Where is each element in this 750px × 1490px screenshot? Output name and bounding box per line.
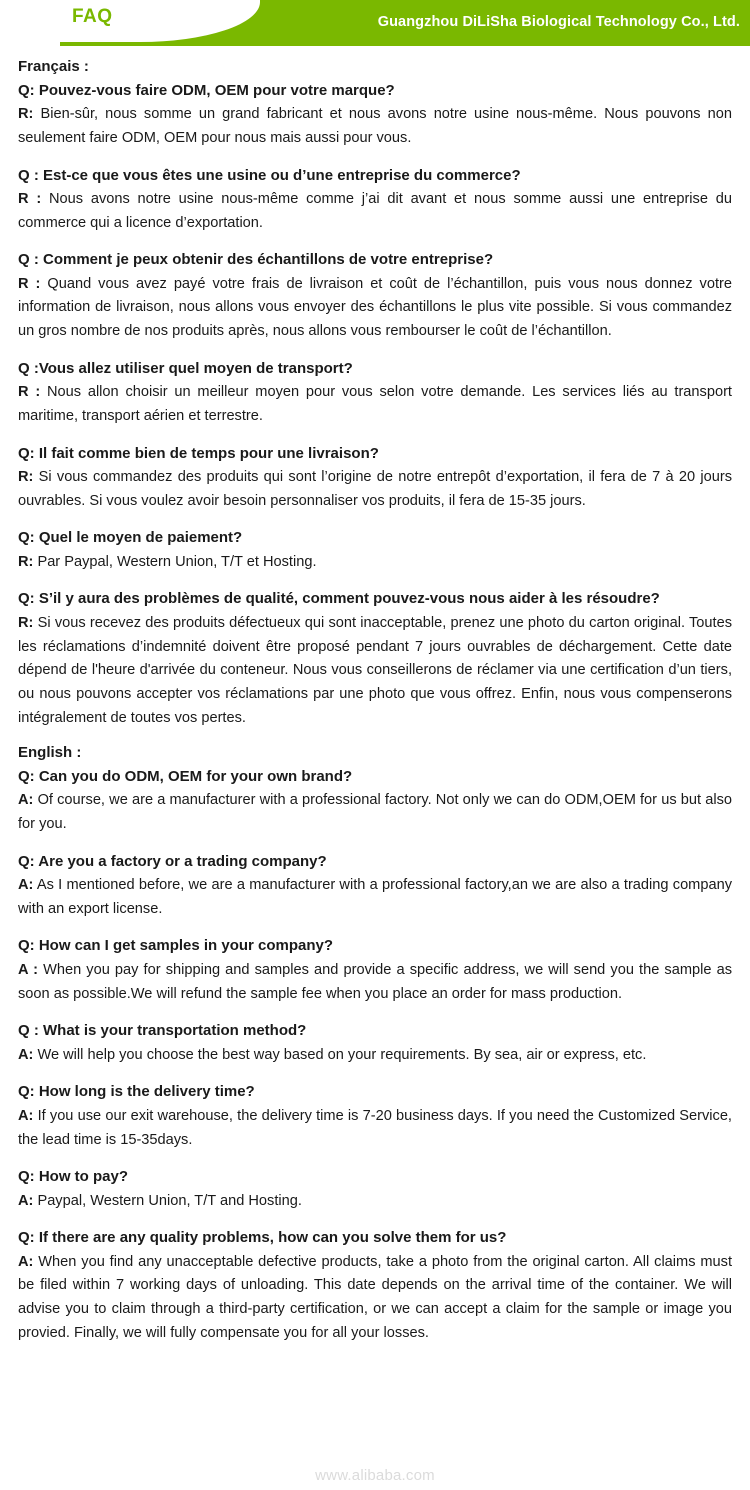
page-title: FAQ (72, 6, 113, 27)
faq-answer-prefix: A: (18, 1046, 34, 1063)
faq-question: Q : Est-ce que vous êtes une usine ou d’une entreprise du commerce? (18, 166, 521, 184)
faq-answer-prefix: A: (18, 792, 34, 809)
faq-answer (18, 103, 732, 150)
faq-answer (18, 1044, 732, 1068)
faq-answer-text: Par Paypal, Western Union, T/T et Hosting. (33, 553, 317, 570)
faq-answer-text: Si vous commandez des produits qui sont l’origine de notre entrepôt d’exportation, il fera de 7 à 20 jours ouvrables. Si vous voulez avoir besoin personnaliser vos produits, il fera de 15-35 jours. (18, 469, 732, 509)
faq-answer (18, 551, 732, 575)
faq-section-french (18, 56, 732, 730)
section-spacer (18, 730, 732, 742)
faq-question: Q: Quel le moyen de paiement? (18, 529, 243, 547)
faq-answer-text: Of course, we are a manufacturer with a professional factory. Not only we can do ODM,OEM for us but also for you. (18, 792, 732, 833)
faq-item (18, 1227, 732, 1345)
page-header (0, 0, 750, 46)
faq-answer (18, 273, 732, 344)
language-label-french: Français : (18, 58, 89, 75)
faq-item (18, 935, 732, 1006)
faq-answer-text: Quand vous avez payé votre frais de livraison et coût de l’échantillon, puis vous nous donnez votre information de livraison, nous allons vous envoyer des échantillons le plus vite possible. Si vous commandez un gros nombre de nos produits après, nous allons vous rembourser le coût de l’échantillon. (18, 275, 732, 340)
faq-item (18, 249, 732, 343)
faq-item (18, 588, 732, 730)
faq-question: Q: If there are any quality problems, how can you solve them for us? (18, 1229, 507, 1247)
faq-answer-prefix: R : (18, 275, 41, 292)
faq-question: Q : What is your transportation method? (18, 1022, 307, 1040)
company-name: Guangzhou DiLiSha Biological Technology Co., Ltd. (377, 14, 740, 30)
faq-question: Q : Comment je peux obtenir des échantillons de votre entreprise? (18, 251, 494, 269)
faq-question: Q: How to pay? (18, 1168, 128, 1186)
faq-answer-prefix: A: (18, 1253, 34, 1270)
faq-question: Q: Il fait comme bien de temps pour une livraison? (18, 444, 379, 462)
faq-item (18, 527, 732, 574)
faq-answer-prefix: R: (18, 106, 34, 123)
faq-question: Q: Pouvez-vous faire ODM, OEM pour votre marque? (18, 81, 395, 99)
faq-answer-text: Si vous recevez des produits défectueux qui sont inacceptable, prenez une photo du carton original. Toutes les réclamations d’indemnité doivent être proposé pendant 7 jours ouvrables de déchargement. Cette date dépend de l'heure d'arrivée du conteneur. Nous vous conseillerons de réclamer via une certification d’un tiers, ou nous pouvons accepter vos réclamations par une photo que vous offrez. Enfin, nous vous compenserons intégralement de toutes vos pertes. (18, 614, 732, 726)
faq-answer-text: If you use our exit warehouse, the delivery time is 7-20 business days. If you need the Customized Service, the lead time is 15-35days. (18, 1107, 732, 1148)
watermark: www.alibaba.com (315, 1467, 435, 1484)
faq-answer-prefix: R: (18, 614, 34, 631)
faq-answer (18, 612, 732, 730)
faq-question: Q: How long is the delivery time? (18, 1083, 255, 1101)
faq-item (18, 443, 732, 514)
faq-item (18, 1020, 732, 1067)
faq-item (18, 1166, 732, 1213)
faq-answer-text: Nous allon choisir un meilleur moyen pour vous selon votre demande. Les services liés au transport maritime, transport aérien et terrestre. (18, 384, 732, 424)
faq-question: Q: How can I get samples in your company? (18, 937, 334, 955)
faq-answer-text: When you find any unacceptable defective products, take a photo from the original carton. All claims must be filed within 7 working days of unloading. This date depends on the arrival time of the container. We will advise you to claim through a third-party certification, or we can accept a claim for the sample or image you provied. Finally, we will fully compensate you for all your losses. (18, 1253, 732, 1341)
faq-answer (18, 959, 732, 1006)
faq-answer-text: As I mentioned before, we are a manufacturer with a professional factory,an we are also a trading company with an export license. (18, 877, 732, 917)
faq-content (0, 46, 750, 1345)
faq-answer-text: We will help you choose the best way based on your requirements. By sea, air or express, etc. (33, 1046, 647, 1063)
faq-answer (18, 1105, 732, 1152)
faq-section-english (18, 742, 732, 1345)
faq-answer-text: Paypal, Western Union, T/T and Hosting. (33, 1192, 302, 1209)
header-white-block (0, 0, 60, 46)
faq-answer (18, 789, 732, 836)
faq-question: Q: S’il y aura des problèmes de qualité, comment pouvez-vous nous aider à les résoudre? (18, 590, 660, 608)
faq-item (18, 80, 732, 151)
faq-question: Q: Can you do ODM, OEM for your own brand? (18, 767, 353, 785)
faq-answer (18, 188, 732, 235)
faq-item (18, 165, 732, 236)
faq-item (18, 1081, 732, 1152)
faq-answer (18, 466, 732, 513)
faq-answer-prefix: R: (18, 469, 34, 486)
faq-answer (18, 1251, 732, 1346)
faq-answer (18, 1190, 732, 1214)
faq-item (18, 851, 732, 922)
faq-answer (18, 874, 732, 921)
faq-item (18, 766, 732, 837)
faq-answer-prefix: R: (18, 553, 34, 570)
faq-answer-prefix: A: (18, 877, 34, 894)
faq-answer-text: When you pay for shipping and samples and provide a specific address, we will send you the sample as soon as possible.We will refund the sample fee when you place an order for mass production. (18, 961, 732, 1002)
faq-answer-text: Nous avons notre usine nous-même comme j’ai dit avant et nous somme aussi une entreprise du commerce qui a licence d’exportation. (18, 191, 732, 231)
faq-answer-prefix: A: (18, 1107, 34, 1124)
language-label-english: English : (18, 744, 82, 762)
faq-answer-prefix: R : (18, 384, 41, 401)
faq-answer-prefix: A : (18, 961, 38, 978)
faq-answer-prefix: A: (18, 1192, 34, 1209)
faq-answer-prefix: R : (18, 191, 42, 208)
faq-answer-text: Bien-sûr, nous somme un grand fabricant et nous avons notre usine nous-même. Nous pouvons non seulement faire ODM, OEM pour nous mais aussi pour vous. (18, 106, 732, 146)
faq-item (18, 358, 732, 429)
faq-question: Q: Are you a factory or a trading company? (18, 852, 327, 870)
faq-answer (18, 381, 732, 428)
faq-question: Q :Vous allez utiliser quel moyen de transport? (18, 359, 353, 377)
